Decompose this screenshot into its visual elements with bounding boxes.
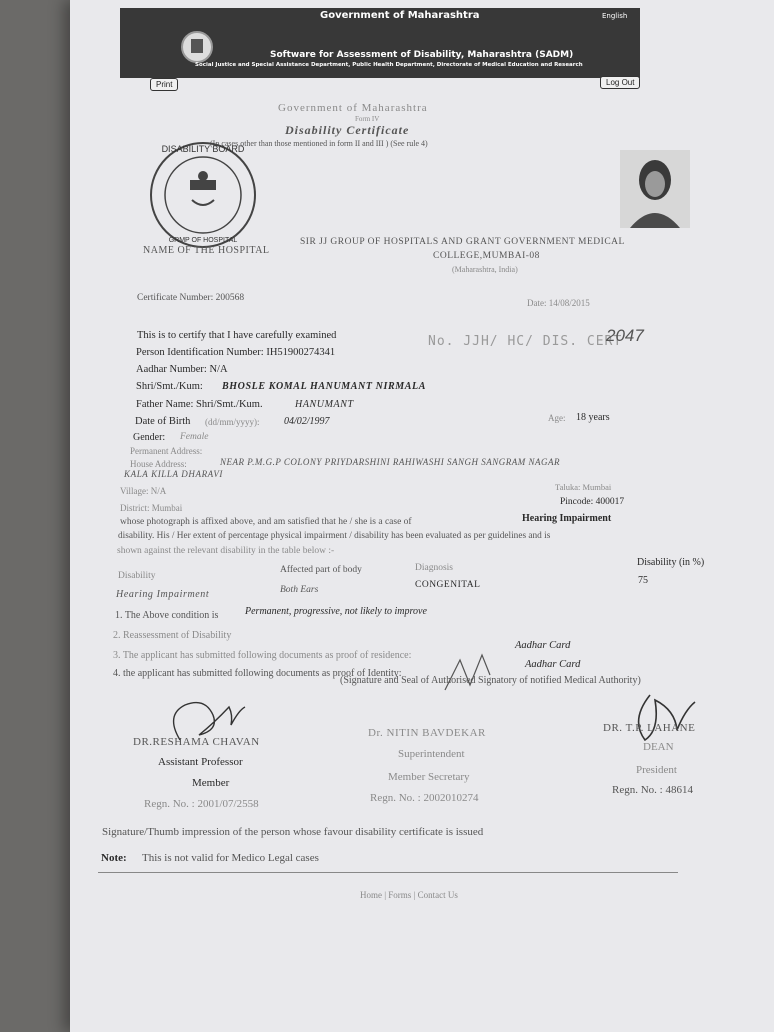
gender-value: Female (180, 432, 209, 442)
signatory-3-regn: Regn. No. : 48614 (612, 784, 693, 796)
print-button[interactable]: Print (150, 78, 178, 91)
stamp-number: 2047 (606, 326, 644, 345)
table-header-diagnosis: Diagnosis (415, 563, 453, 573)
footer-divider (98, 872, 678, 873)
photo-disability: Hearing Impairment (522, 513, 612, 524)
header-software: Software for Assessment of Disability, Maharashtra (SADM) (270, 50, 574, 60)
photo-line-1: whose photograph is affixed above, and am satisfied that he / she is a case of (120, 517, 412, 527)
signatory-1-role: Assistant Professor (158, 756, 243, 768)
certificate-date: Date: 14/08/2015 (527, 298, 590, 308)
house-value: NEAR P.M.G.P COLONY PRIYDARSHINI RAHIWASHI SANGH SANGRAM NAGAR (220, 457, 561, 467)
photo-line-3: shown against the relevant disability in the table below :- (117, 546, 335, 556)
header-govt: Government of Maharashtra (320, 10, 480, 21)
table-cell-disability: Hearing Impairment (116, 589, 210, 600)
hospital-name-2: COLLEGE,MUMBAI-08 (433, 251, 540, 261)
dob-label: Date of Birth (135, 416, 191, 427)
table-cell-diagnosis: CONGENITAL (415, 580, 481, 590)
name-label: Shri/Smt./Kum: (136, 381, 203, 392)
person-id: Person Identification Number: IH51900274341 (136, 347, 336, 358)
cert-form: Form IV (355, 115, 380, 123)
name-value: BHOSLE KOMAL HANUMANT NIRMALA (222, 381, 427, 392)
cert-title: Disability Certificate (285, 123, 410, 137)
dob-value: 04/02/1997 (284, 416, 330, 427)
header-departments: Social Justice and Special Assistance Department, Public Health Department, Directorate of Medical Education and Research (195, 62, 583, 68)
note-1-prefix: 1. The Above condition is (115, 610, 219, 621)
father-label: Father Name: Shri/Smt./Kum. (136, 399, 263, 410)
certify-line: This is to certify that I have carefully examined (137, 330, 337, 341)
table-cell-percent: 75 (638, 575, 648, 586)
hospital-state: (Maharashtra, India) (452, 265, 518, 274)
signatory-3-role: DEAN (643, 741, 674, 753)
pincode: Pincode: 400017 (560, 497, 625, 507)
note-3-prefix: 3. The applicant has submitted following documents as proof of residence: (113, 650, 412, 661)
perm-address-label: Permanent Address: (130, 446, 203, 456)
table-header-percent: Disability (in %) (637, 557, 705, 568)
note-4-prefix: 4. the applicant has submitted following documents as proof of Identity: (113, 668, 402, 679)
district: District: Mumbai (120, 503, 183, 513)
hospital-name-1: SIR JJ GROUP OF HOSPITALS AND GRANT GOVERNMENT MEDICAL (300, 237, 625, 247)
dob-format: (dd/mm/yyyy): (205, 417, 260, 427)
signatory-2-name: Dr. NITIN BAVDEKAR (368, 727, 486, 739)
govt-emblem-icon (180, 30, 214, 64)
signatory-2-regn: Regn. No. : 2002010274 (370, 792, 479, 804)
note-label: Note: (101, 852, 127, 864)
signatory-1-position: Member (192, 777, 230, 789)
applicant-photo (620, 150, 690, 228)
logout-button[interactable]: Log Out (600, 76, 640, 89)
father-value: HANUMANT (295, 399, 354, 410)
table-header-body-part: Affected part of body (280, 565, 362, 575)
table-cell-body-part: Both Ears (280, 585, 319, 595)
language-link[interactable]: English (602, 12, 628, 20)
note-text: This is not valid for Medico Legal cases (142, 852, 319, 864)
seal-text: DISABILITY BOARD (161, 144, 245, 154)
reference-stamp: No. JJH/ HC/ DIS. CERT (428, 334, 623, 349)
footer-nav[interactable]: Home | Forms | Contact Us (360, 890, 458, 900)
age-label: Age: (548, 413, 566, 423)
cert-subtitle: (In cases other than those mentioned in form II and III ) (See rule 4) (210, 139, 428, 148)
authority-line: (Signature and Seal of Authorised Signatory of notified Medical Authority) (340, 675, 641, 686)
signatory-2-position: Member Secretary (388, 771, 470, 783)
table-header-disability: Disability (118, 571, 156, 581)
note-2: 2. Reassessment of Disability (113, 630, 232, 641)
age-value: 18 years (576, 412, 610, 423)
gender-label: Gender: (133, 432, 166, 443)
signatory-3-name: DR. T.P. LAHANE (603, 722, 696, 734)
note-4-value: Aadhar Card (525, 659, 581, 670)
seal-bottom-text: GRMP OF HOSPITAL (168, 237, 238, 244)
signatory-1-name: DR.RESHAMA CHAVAN (133, 736, 260, 748)
signatory-2-role: Superintendent (398, 748, 465, 760)
taluka: Taluka: Mumbai (555, 482, 612, 492)
disability-board-seal-icon (140, 140, 270, 250)
signatory-3-position: President (636, 764, 677, 776)
cert-govt-line: Government of Maharashtra (278, 102, 428, 114)
signatory-1-regn: Regn. No. : 2001/07/2558 (144, 798, 259, 810)
village: Village: N/A (120, 486, 167, 496)
note-3-value: Aadhar Card (515, 640, 571, 651)
signature-2 (440, 650, 500, 694)
note-1-value: Permanent, progressive, not likely to improve (245, 606, 427, 617)
photo-line-2: disability. His / Her extent of percentage physical impairment / disability has been evaluated as per guidelines and is (118, 531, 551, 541)
sign-line: Signature/Thumb impression of the person whose favour disability certificate is issued (102, 826, 484, 838)
house-label: House Address: (130, 459, 187, 469)
house-value-2: KALA KILLA DHARAVI (124, 469, 224, 479)
aadhar-number: Aadhar Number: N/A (136, 364, 228, 375)
hospital-label: NAME OF THE HOSPITAL (143, 245, 270, 256)
certificate-number: Certificate Number: 200568 (137, 293, 245, 303)
